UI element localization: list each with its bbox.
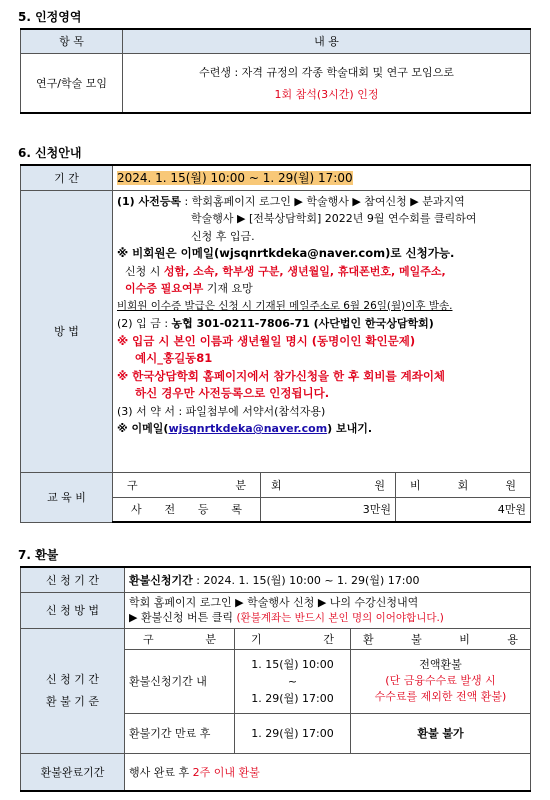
section-5-title: 5. 인정영역: [18, 10, 82, 24]
fee-label: 교 육 비: [21, 472, 113, 522]
certificate-note: 비회원 이수증 발급은 신청 시 기재된 메일주소로 6월 26일(월)이후 발송.: [117, 299, 453, 312]
required-fields: 성함, 소속, 학부생 구분, 생년월일, 휴대폰번호, 메일주소,: [163, 264, 446, 278]
pre-register-label: (1) 사전등록: [117, 194, 182, 208]
fee-nonmember: 4만원: [396, 497, 531, 522]
pledge-note: (3) 서 약 서 : 파일첨부에 서약서(참석자용): [117, 404, 326, 418]
refund-complete-label: 환불완료기간: [21, 753, 125, 791]
refund-row1-cost: 전액환불 (단 금융수수료 발생 시 수수료를 제외한 전액 환불): [351, 649, 531, 713]
refund-col-period: 기 간: [235, 628, 351, 649]
nonmember-note: ※ 비회원은 이메일(wjsqnrtkdeka@naver.com)로 신청가능.: [117, 246, 455, 260]
refund-col-category: 구 분: [125, 628, 235, 649]
email-link[interactable]: wjsqnrtkdeka@naver.com: [168, 422, 328, 435]
payment-note-1: ※ 입금 시 본인 이름과 생년월일 명시 (동명이인 확인문제): [117, 333, 416, 348]
refund-period-title: 환불신청기간: [129, 573, 193, 587]
refund-row2-category: 환불기간 만료 후: [125, 713, 235, 753]
pre-register-step-2: 학술행사 ▶ [전북상담학회] 2022년 9월 연수회를 클릭하여: [191, 212, 477, 225]
method-label: 방 법: [21, 190, 113, 472]
section-6-title: 6. 신청안내: [18, 146, 82, 160]
refund-period-value: : 2024. 1. 15(월) 10:00 ~ 1. 29(월) 17:00: [192, 573, 420, 587]
refund-row1-period: 1. 15(월) 10:00 ~ 1. 29(월) 17:00: [235, 649, 351, 713]
content-line-1: 수련생 : 자격 규정의 각종 학술대회 및 연구 모임으로: [199, 65, 454, 79]
refund-col-cost: 환 불 비 용: [351, 628, 531, 649]
refund-complete-prefix: 행사 완료 후: [129, 765, 193, 779]
payment-note-2b: 하신 경우만 사전등록으로 인정됩니다.: [135, 386, 330, 400]
refund-method-line-1: 학회 홈페이지 로그인 ▶ 학술행사 신청 ▶ 나의 수강신청내역: [129, 595, 419, 609]
fee-category: 사 전 등 록: [113, 497, 261, 522]
period-cell: [113, 165, 531, 190]
required-prefix: 신청 시: [125, 264, 164, 278]
refund-row2-cost: 환불 불가: [351, 713, 531, 753]
section-7-title: 7. 환불: [18, 548, 59, 562]
payment-example: 예시_홍길동81: [135, 351, 213, 365]
required-suffix: 기재 요망: [203, 282, 253, 295]
refund-period-cell: [125, 567, 531, 592]
email-suffix: ) 보내기.: [327, 422, 373, 435]
refund-method-cell: [125, 592, 531, 628]
refund-complete-cell: [125, 753, 531, 791]
refund-method-label: 신 청 방 법: [21, 592, 125, 628]
header-item: 항 목: [21, 29, 123, 53]
refund-period-label: 신 청 기 간: [21, 567, 125, 592]
header-content: 내 용: [123, 29, 531, 53]
refund-account-note: (환불계좌는 반드시 본인 명의 이어야합니다.): [236, 611, 444, 624]
fee-member: 3만원: [261, 497, 396, 522]
pre-register-step-3: 신청 후 입금.: [191, 229, 255, 243]
item-cell: 연구/학술 모임: [21, 53, 123, 113]
period-label: 기 간: [21, 165, 113, 190]
recognition-table: [20, 28, 531, 114]
payment-note-2: ※ 한국상담학회 홈페이지에서 참가신청을 한 후 회비를 계좌이체: [117, 368, 446, 383]
refund-complete-value: 2주 이내 환불: [192, 765, 260, 779]
period-value: 2024. 1. 15(월) 10:00 ~ 1. 29(월) 17:00: [117, 171, 353, 186]
refund-row1-category: 환불신청기간 내: [125, 649, 235, 713]
method-cell: [113, 190, 531, 472]
fee-header-member: 회 원: [261, 472, 396, 497]
refund-table: [20, 566, 531, 792]
pre-register-step-1: : 학회홈페이지 로그인 ▶ 학술행사 ▶ 참여신청 ▶ 분과지역: [181, 194, 465, 208]
refund-row2-period: 1. 29(월) 17:00: [235, 713, 351, 753]
refund-method-line-2: ▶ 환불신청 버튼 클릭: [129, 610, 237, 624]
application-table: [20, 164, 531, 523]
fee-header-category: 구 분: [113, 472, 261, 497]
email-prefix: ※ 이메일(: [117, 422, 169, 435]
content-cell: [123, 53, 531, 113]
refund-criteria-label: 신 청 기 간 환 불 기 준: [21, 628, 125, 753]
required-cert: 이수증 필요여부: [125, 282, 204, 295]
fee-header-nonmember: 비 회 원: [396, 472, 531, 497]
content-line-2: 1회 참석(3시간) 인정: [274, 87, 379, 101]
payment-account: 농협 301-0211-7806-71 (사단법인 한국상담학회): [171, 317, 434, 330]
payment-label: (2) 입 금 :: [117, 317, 172, 330]
